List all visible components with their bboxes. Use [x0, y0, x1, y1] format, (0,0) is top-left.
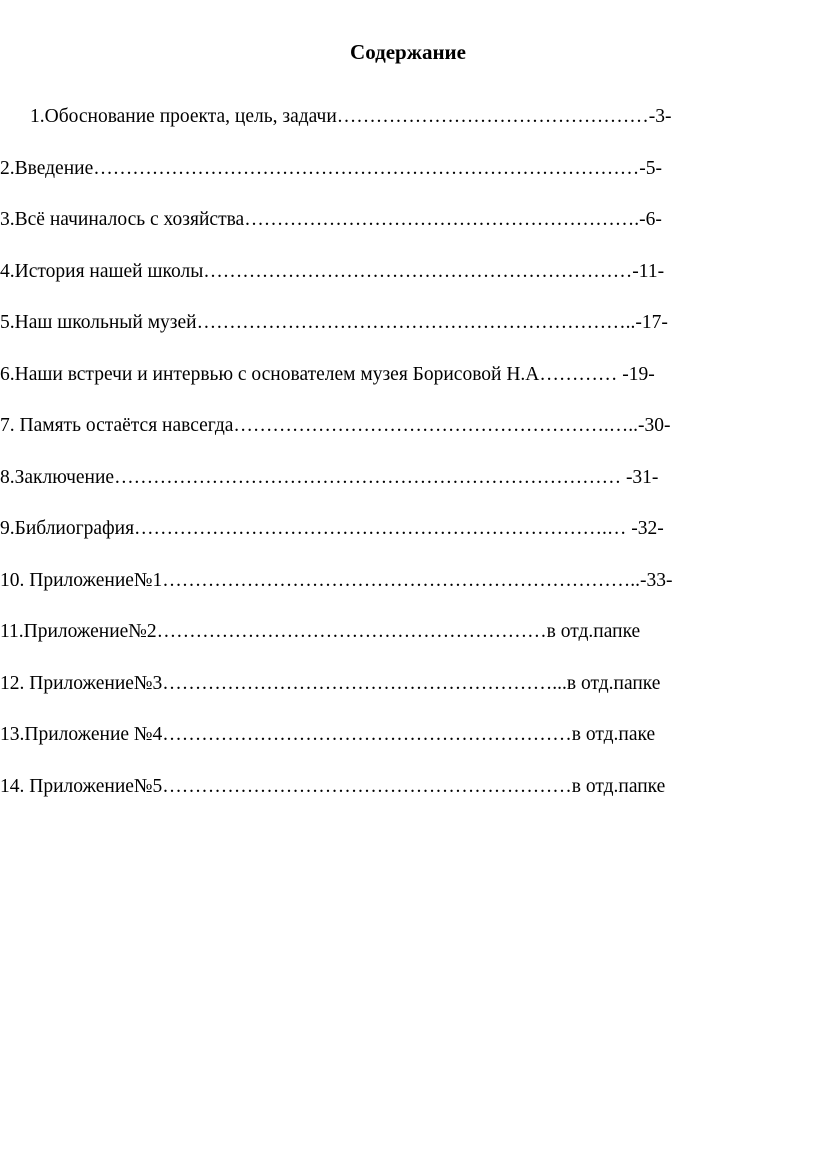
toc-entry-5: 5.Наш школьный музей…………………………………………………………..-17- — [0, 312, 668, 333]
toc-entry-14: 14. Приложение№5………………………………………………………в отд.папке — [0, 775, 666, 797]
toc-entry-3: 3.Всё начиналось с хозяйства…………………………………………………….-6- — [0, 209, 662, 230]
toc-entry-7: 7. Память остаётся навсегда………………………………………………….…..-30- — [0, 415, 671, 436]
toc-entry-1: 1.Обоснование проекта, цель, задачи…………………………………………-3- — [30, 106, 672, 127]
toc-entry-4: 4.История нашей школы…………………………………………………………-11- — [0, 260, 665, 282]
toc-entry-8: 8.Заключение…………………………………………………………………… -31- — [0, 466, 659, 488]
table-of-contents — [0, 99, 816, 820]
toc-entry-10: 10. Приложение№1………………………………………………………………..-33- — [0, 569, 673, 591]
toc-entry-2: 2.Введение…………………………………………………………………………-5- — [0, 157, 662, 179]
toc-entry-13: 13.Приложение №4………………………………………………………в отд.паке — [0, 724, 656, 745]
toc-entry-6: 6.Наши встречи и интервью с основателем музея Борисовой Н.А………… -19- — [0, 363, 655, 385]
toc-entry-9: 9.Библиография……………………………………………………………….… -32- — [0, 518, 664, 539]
toc-entry-12: 12. Приложение№3……………………………………………………...в отд.папке — [0, 672, 661, 694]
toc-entry-11: 11.Приложение№2……………………………………………………в отд.папке — [0, 621, 641, 642]
page-title: Содержание — [350, 40, 466, 64]
